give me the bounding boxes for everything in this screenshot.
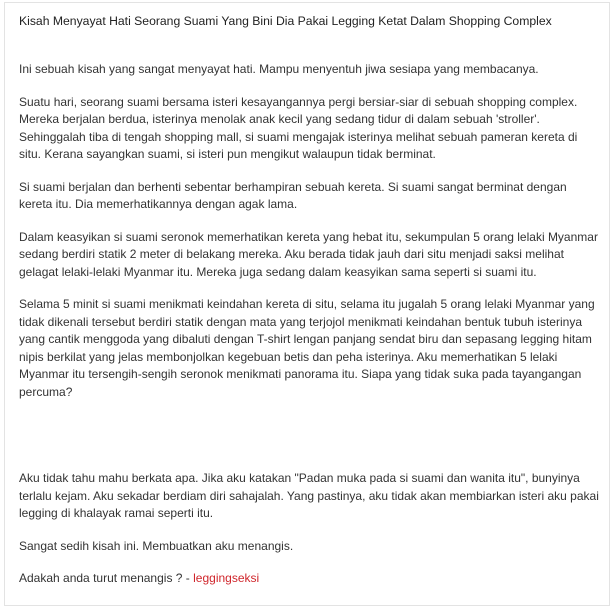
article-body bbox=[19, 61, 601, 603]
paragraph-closing bbox=[19, 570, 601, 588]
paragraph-shopping-complex: Suatu hari, seorang suami bersama isteri kesayangannya pergi bersiar-siar di sebuah shopping complex. Mereka berjalan berdua, isterinya menolak anak kecil yang sedang tidur di dalam sebuah 'stroller'. Sehinggalah tiba di tengah shopping mall, si suami mengajak isterinya melihat sebuah pameran kereta di situ. Kerana sayangkan suami, si isteri pun mengikut walaupun tidak berminat. bbox=[19, 94, 578, 161]
paragraph-sad: Sangat sedih kisah ini. Membuatkan aku menangis. bbox=[19, 538, 294, 553]
paragraph-reaction: Aku tidak tahu mahu berkata apa. Jika aku katakan "Padan muka pada si suami dan wanita itu", bunyinya terlalu kejam. Aku sekadar berdiam diri sahajalah. Yang pastinya, aku tidak akan membiarkan isteri aku pakai legging di khalayak ramai seperti itu. bbox=[19, 471, 599, 520]
source-link[interactable]: leggingseksi bbox=[193, 571, 260, 585]
paragraph-car: Si suami berjalan dan berhenti sebentar berhampiran sebuah kereta. Si suami sangat berminat dengan kereta itu. Dia memerhatikannya dengan agak lama. bbox=[19, 179, 567, 211]
closing-text: Adakah anda turut menangis ? - bbox=[19, 571, 194, 585]
article-title: Kisah Menyayat Hati Seorang Suami Yang Bini Dia Pakai Legging Ketat Dalam Shopping Complex bbox=[19, 14, 552, 28]
paragraph-intro: Ini sebuah kisah yang sangat menyayat hati. Mampu menyentuh jiwa sesiapa yang membacanya. bbox=[19, 62, 539, 76]
paragraph-five-minutes: Selama 5 minit si suami menikmati keindahan kereta di situ, selama itu jugalah 5 orang lelaki Myanmar yang tidak dikenali tersebut berdiri statik dengan mata yang terjojol menikmati keindahan bentuk tubuh isterinya yang cantik menggoda yang dibaluti dengan T-shirt lengan panjang sendat biru dan sepasang legging hitam nipis berkilat yang jelas membonjolkan kegebuan betis dan peha isterinya. Aku memerhatikan 5 lelaki Myanmar itu tersengih-sengih seronok menikmati panorama itu. Siapa yang tidak suka pada tayangangan percuma? bbox=[19, 297, 595, 399]
article-page bbox=[4, 2, 610, 606]
paragraph-myanmar-men: Dalam keasyikan si suami seronok memerhatikan kereta yang hebat itu, sekumpulan 5 orang lelaki Myanmar sedang berdiri statik 2 meter di belakang mereka. Aku berada tidak jauh dari situ menjadi saksi melihat gelagat lelaki-lelaki Myanmar itu. Mereka juga sedang dalam keasyikan sama seperti si suami itu. bbox=[19, 229, 598, 279]
